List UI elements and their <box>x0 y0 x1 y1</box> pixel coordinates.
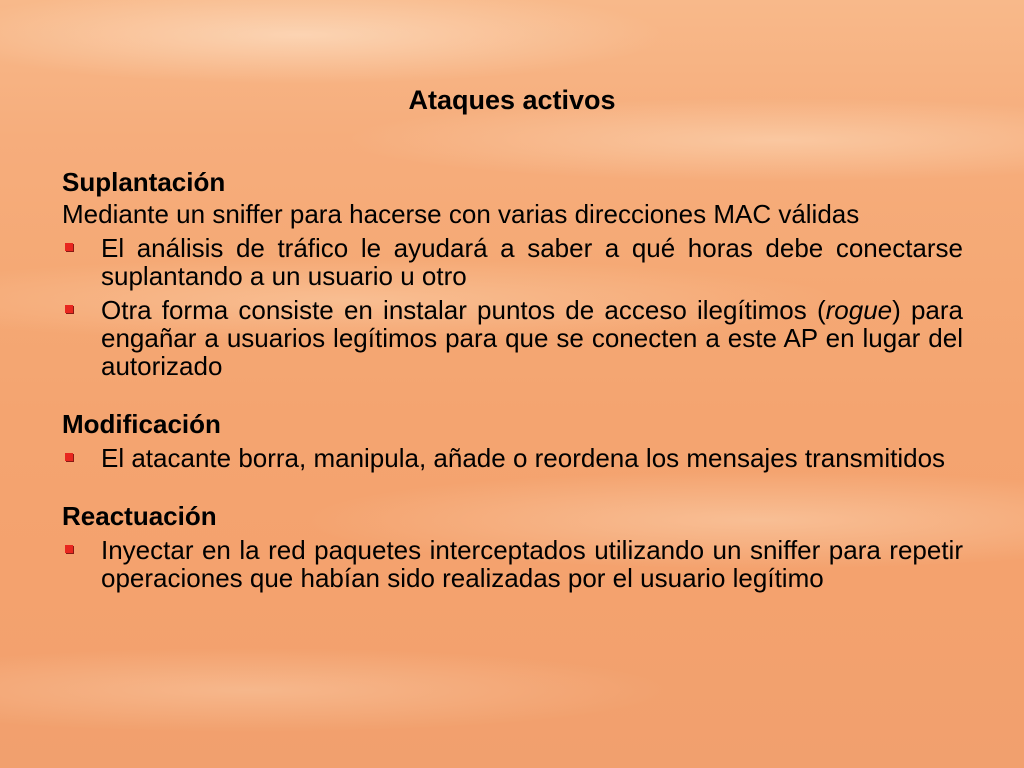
bullet-item <box>62 444 963 472</box>
bullet-list-modificacion <box>62 444 963 472</box>
bullet-text-part: ) para engañar a usuarios legítimos para que se conecten a este AP en lugar del autorizado <box>101 295 963 381</box>
red-square-bullet-icon <box>65 243 73 251</box>
bullet-text: Inyectar en la red paquetes interceptados utilizando un sniffer para repetir operaciones que habían sido realizadas por el usuario legítimo <box>101 535 963 593</box>
red-square-bullet-icon <box>65 305 73 313</box>
section-heading-suplantacion: Suplantación <box>62 167 226 197</box>
red-square-bullet-icon <box>65 453 73 461</box>
bullet-list-reactuacion <box>62 536 963 592</box>
bullet-list-suplantacion <box>62 234 963 380</box>
slide-title: Ataques activos <box>408 85 616 115</box>
red-square-bullet-icon <box>65 545 73 553</box>
section-intro-suplantacion: Mediante un sniffer para hacerse con varias direcciones MAC válidas <box>62 199 860 229</box>
bullet-text: El análisis de tráfico le ayudará a saber a qué horas debe conectarse suplantando a un usuario u otro <box>101 233 963 291</box>
bullet-item <box>62 536 963 592</box>
bullet-text: El atacante borra, manipula, añade o reordena los mensajes transmitidos <box>101 443 946 473</box>
bullet-text-italic: rogue <box>825 295 893 325</box>
bullet-item <box>62 234 963 290</box>
section-heading-modificacion: Modificación <box>62 409 221 439</box>
bullet-text-part: Otra forma consiste en instalar puntos de acceso ilegítimos ( <box>101 295 826 325</box>
section-heading-reactuacion: Reactuación <box>62 501 217 531</box>
slide-content <box>62 168 963 592</box>
bullet-item <box>62 296 963 380</box>
